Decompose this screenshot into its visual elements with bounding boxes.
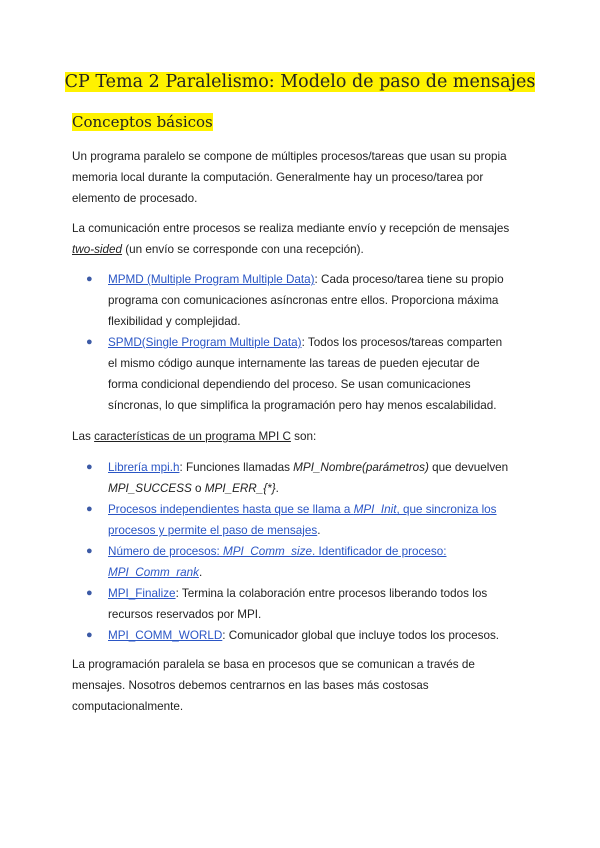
bullet-icon: ●	[86, 629, 93, 641]
bullet-icon: ●	[86, 587, 93, 599]
list-item: ● MPMD (Multiple Program Multiple Data): Cada proceso/tarea tiene su propio programa con comunicaciones asíncronas entre ellos. Proporciona máxima flexibilidad y complejidad.	[72, 269, 527, 332]
list-item: ● SPMD(Single Program Multiple Data): Todos los procesos/tareas comparten el mismo código aunque internamente las tareas de pueden ejecutar de forma condicional dependiendo del proceso. Se usan comunicaciones síncronas, lo que simplifica la programación pero hay menos escalabilidad.	[72, 332, 527, 416]
page-title: CP Tema 2 Paralelismo: Modelo de paso de mensajes	[64, 72, 536, 92]
paragraph-communication: La comunicación entre procesos se realiza mediante envío y recepción de mensajes two-sided (un envío se corresponde con una recepción).	[72, 222, 510, 256]
list-item: ● Librería mpi.h: Funciones llamadas MPI_Nombre(parámetros) que devuelven MPI_SUCCESS o MPI_ERR_{*}.	[72, 457, 527, 499]
mpi-finalize-link[interactable]: MPI_Finalize	[108, 587, 176, 600]
list-item: ● Procesos independientes hasta que se llama a MPI_Init, que sincroniza los procesos y permite el paso de mensajes.	[72, 499, 527, 541]
list-item: ● Número de procesos: MPI_Comm_size. Identificador de proceso: MPI_Comm_rank.	[72, 541, 527, 583]
list-item: ● MPI_COMM_WORLD: Comunicador global que incluye todos los procesos.	[72, 625, 527, 646]
mpmd-link[interactable]: MPMD (Multiple Program Multiple Data)	[108, 273, 315, 286]
list-item: ● MPI_Finalize: Termina la colaboración entre procesos liberando todos los recursos reservados por MPI.	[72, 583, 527, 625]
bullet-icon: ●	[86, 545, 93, 557]
bullet-icon: ●	[86, 461, 93, 473]
mpi-init-link[interactable]: Procesos independientes hasta que se llama a MPI_Init, que sincroniza los procesos y permite el paso de mensajes	[108, 503, 497, 537]
mpi-features-list	[72, 457, 527, 646]
section-heading: Conceptos básicos	[72, 113, 213, 131]
paragraph-conclusion: La programación paralela se basa en procesos que se comunican a través de mensajes. Nosotros debemos centrarnos en las bases más costosas computacionalmente.	[72, 658, 475, 713]
spmd-link[interactable]: SPMD(Single Program Multiple Data)	[108, 336, 302, 349]
mpi-comm-size-rank-link[interactable]: Número de procesos: MPI_Comm_size. Identificador de proceso: MPI_Comm_rank	[108, 545, 447, 579]
bullet-icon: ●	[86, 503, 93, 515]
paragraph-intro: Un programa paralelo se compone de múltiples procesos/tareas que usan su propia memoria local durante la computación. Generalmente hay un proceso/tarea por elemento de procesado.	[72, 150, 507, 205]
bullet-icon: ●	[86, 273, 93, 285]
paragraph-characteristics: Las características de un programa MPI C son:	[72, 430, 317, 443]
mpi-comm-world-link[interactable]: MPI_COMM_WORLD	[108, 629, 223, 642]
mpi-h-link[interactable]: Librería mpi.h	[108, 461, 180, 474]
models-list	[72, 269, 527, 416]
bullet-icon: ●	[86, 336, 93, 348]
two-sided-term: two-sided	[72, 243, 123, 256]
